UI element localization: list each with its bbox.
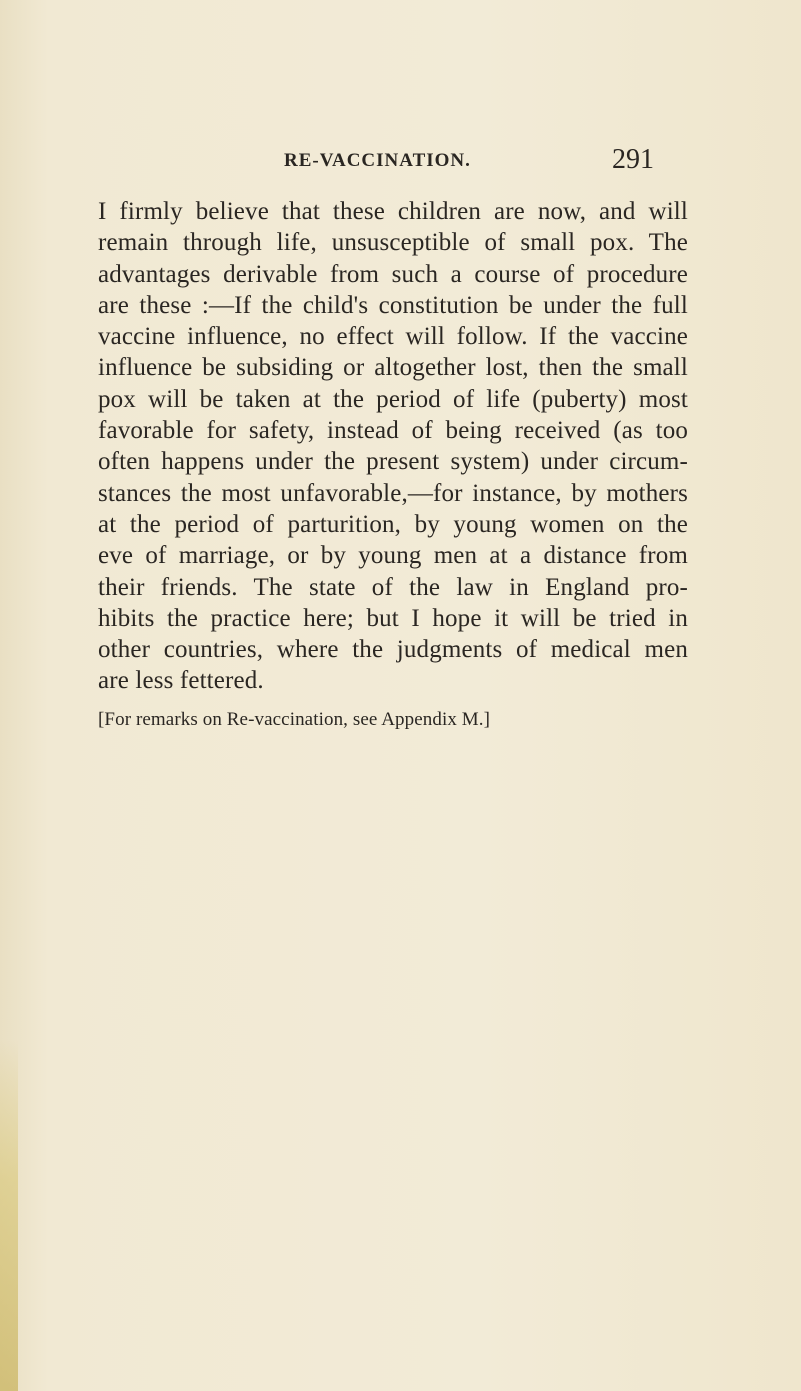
text-line: I firmly believe that these children are now, and will [98,198,688,225]
text-line: at the period of parturition, by young women on the [98,510,688,538]
text-line: influence be subsiding or altogether lost, then the small [98,354,688,382]
page-edge-stain [0,1040,18,1391]
text-line: are these :—If the child's constitution be under the full [98,291,688,319]
text-line: other countries, where the judgments of medical men [98,636,688,664]
text-line: hibits the practice here; but I hope it will be tried in [98,604,688,632]
text-line: vaccine influence, no effect will follow. If the vaccine [98,323,688,351]
footnote: [For remarks on Re-vaccination, see Appendix M.] [98,709,491,730]
text-line: eve of marriage, or by young men at a distance from [98,542,688,570]
text-line: favorable for safety, instead of being received (as too [98,417,688,445]
body-paragraph [98,196,688,697]
page-number: 291 [612,144,654,175]
text-line: stances the most unfavorable,—for instance, by mothers [98,479,688,507]
text-line: remain through life, unsusceptible of small pox. The [98,229,688,257]
running-title: RE-VACCINATION. [284,150,471,171]
running-header [0,146,801,176]
text-line: advantages derivable from such a course of procedure [98,260,688,288]
text-line: often happens under the present system) under circum- [98,448,688,476]
text-line: pox will be taken at the period of life (puberty) most [98,385,688,413]
text-line: their friends. The state of the law in England pro- [98,573,688,601]
text-line: are less fettered. [98,667,264,695]
